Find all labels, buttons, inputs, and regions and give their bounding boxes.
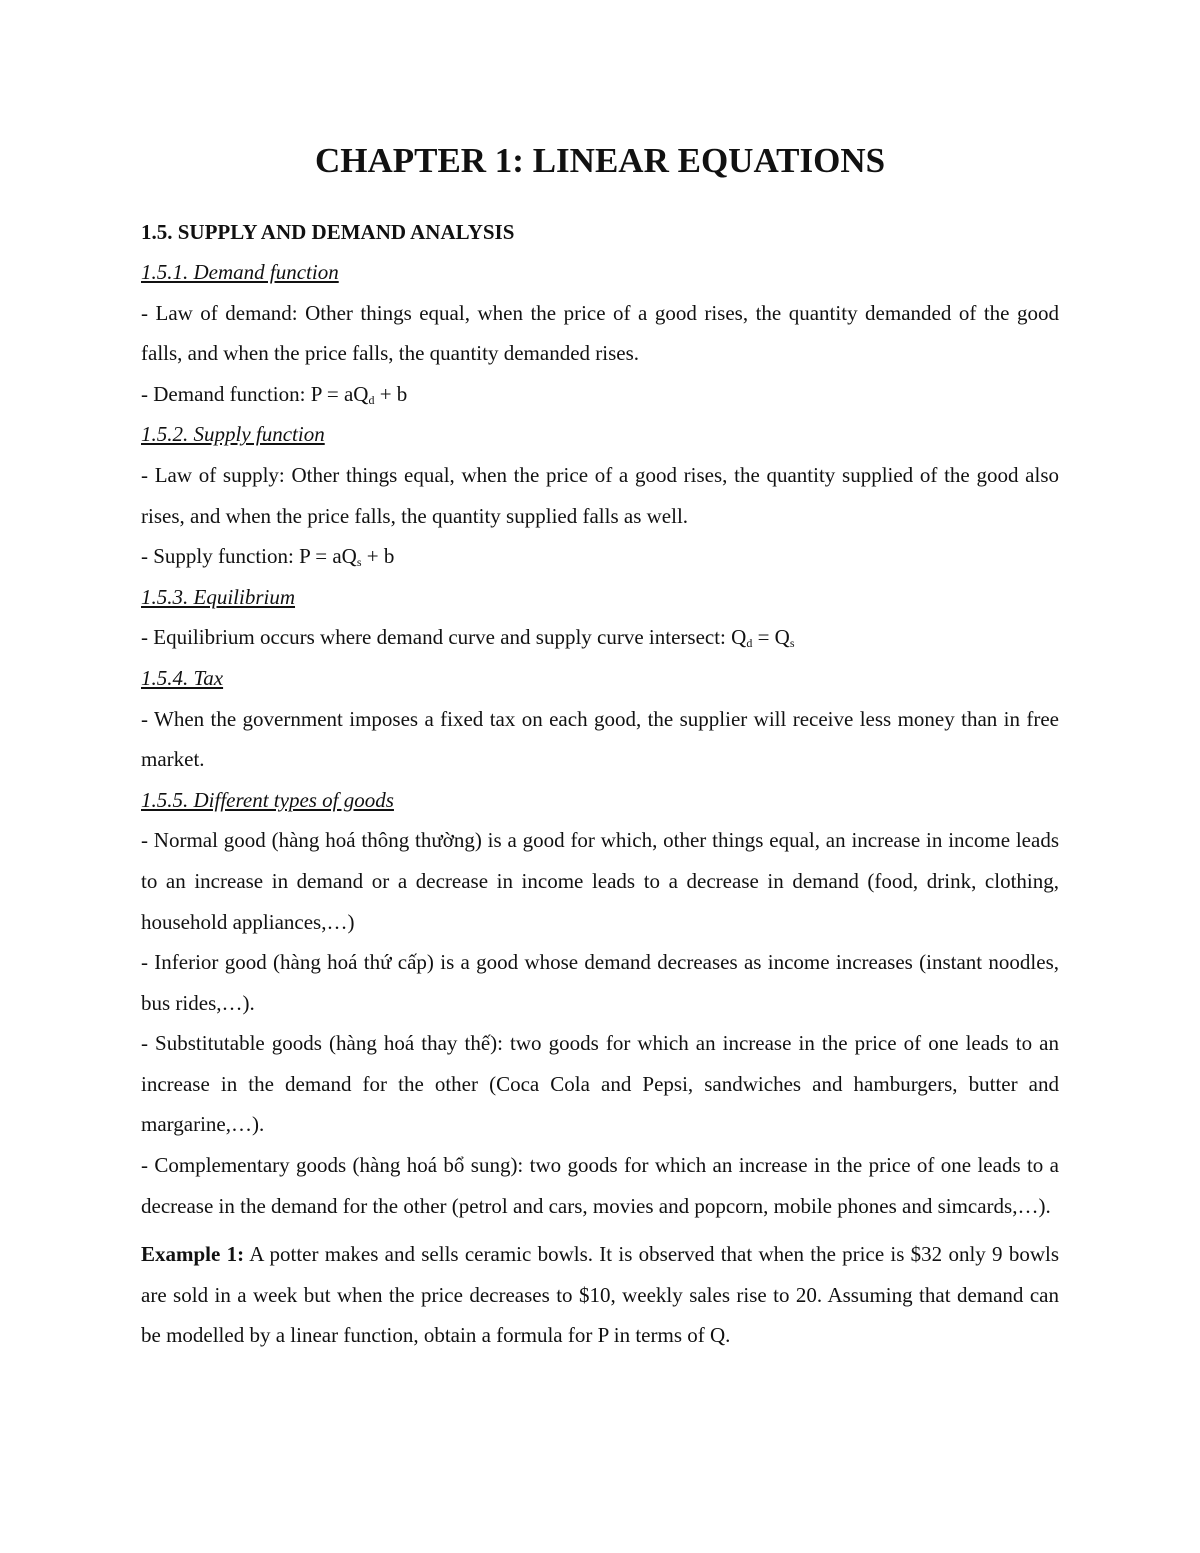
example-1-text: A potter makes and sells ceramic bowls. It is observed that when the price is $32 only 9 bowls are sold in a week but when the price decreases to $10, weekly sales rise to 20. Assuming that demand can be modelled by a linear function, obtain a formula for P in terms of Q. [141,1242,1060,1348]
subsection-heading-text: 1.5.4. Tax [141,665,224,690]
equilibrium-paragraph: - Equilibrium occurs where demand curve and supply curve intersect: $Q_d = Q_s$ [141,625,795,651]
example-1-label: Example 1: [141,1242,245,1267]
subsection-heading-demand-function [141,252,1059,293]
complementary-goods-paragraph: - Complementary goods (hàng hoá bổ sung): two goods for which an increase in the price of one leads to a decrease in the demand for the other (petrol and cars, movies and popcorn, mobile phones and simcards,…). [141,1153,1059,1218]
tax-paragraph: - When the government imposes a fixed tax on each good, the supplier will receive less money than in free market. [141,706,1059,772]
law-of-demand-paragraph: - Law of demand: Other things equal, when the price of a good rises, the quantity demanded of the good falls, and when the price falls, the quantity demanded rises. [141,300,1059,366]
example-1-paragraph [141,1234,1059,1356]
subsection-heading-equilibrium [141,577,1059,618]
substitutable-goods-paragraph: - Substitutable goods (hàng hoá thay thế): two goods for which an increase in the price of one leads to an increase in the demand for the other (Coca Cola and Pepsi, sandwiches and hamburgers, butter and margarine,…). [141,1031,1059,1137]
normal-good-paragraph: - Normal good (hàng hoá thông thường) is a good for which, other things equal, an increase in income leads to an increase in demand or a decrease in income leads to a decrease in demand (food, drink, clothing, household appliances,…) [141,828,1059,934]
section-title: 1.5. SUPPLY AND DEMAND ANALYSIS [141,220,515,244]
inferior-good-paragraph: - Inferior good (hàng hoá thứ cấp) is a good whose demand decreases as income increases (instant noodles, bus rides,…). [141,950,1059,1015]
document-body [141,252,1059,1356]
subsection-heading-supply-function [141,414,1059,455]
law-of-supply-paragraph: - Law of supply: Other things equal, when the price of a good rises, the quantity supplied of the good also rises, and when the price falls, the quantity supplied falls as well. [141,462,1059,528]
subsection-heading-text: 1.5.2. Supply function [141,422,325,447]
subsection-heading-types-of-goods [141,780,1059,821]
subsection-heading-tax [141,658,1059,699]
subsection-heading-text: 1.5.5. Different types of goods [141,787,394,812]
subsection-heading-text: 1.5.3. Equilibrium [141,584,296,609]
demand-function-formula: - Demand function: $P = aQ_d + b$ [141,381,408,407]
supply-function-formula: - Supply function: $P = aQ_s + b$ [141,544,395,570]
chapter-title: CHAPTER 1: LINEAR EQUATIONS [314,141,886,180]
subsection-heading-text: 1.5.1. Demand function [141,260,339,284]
